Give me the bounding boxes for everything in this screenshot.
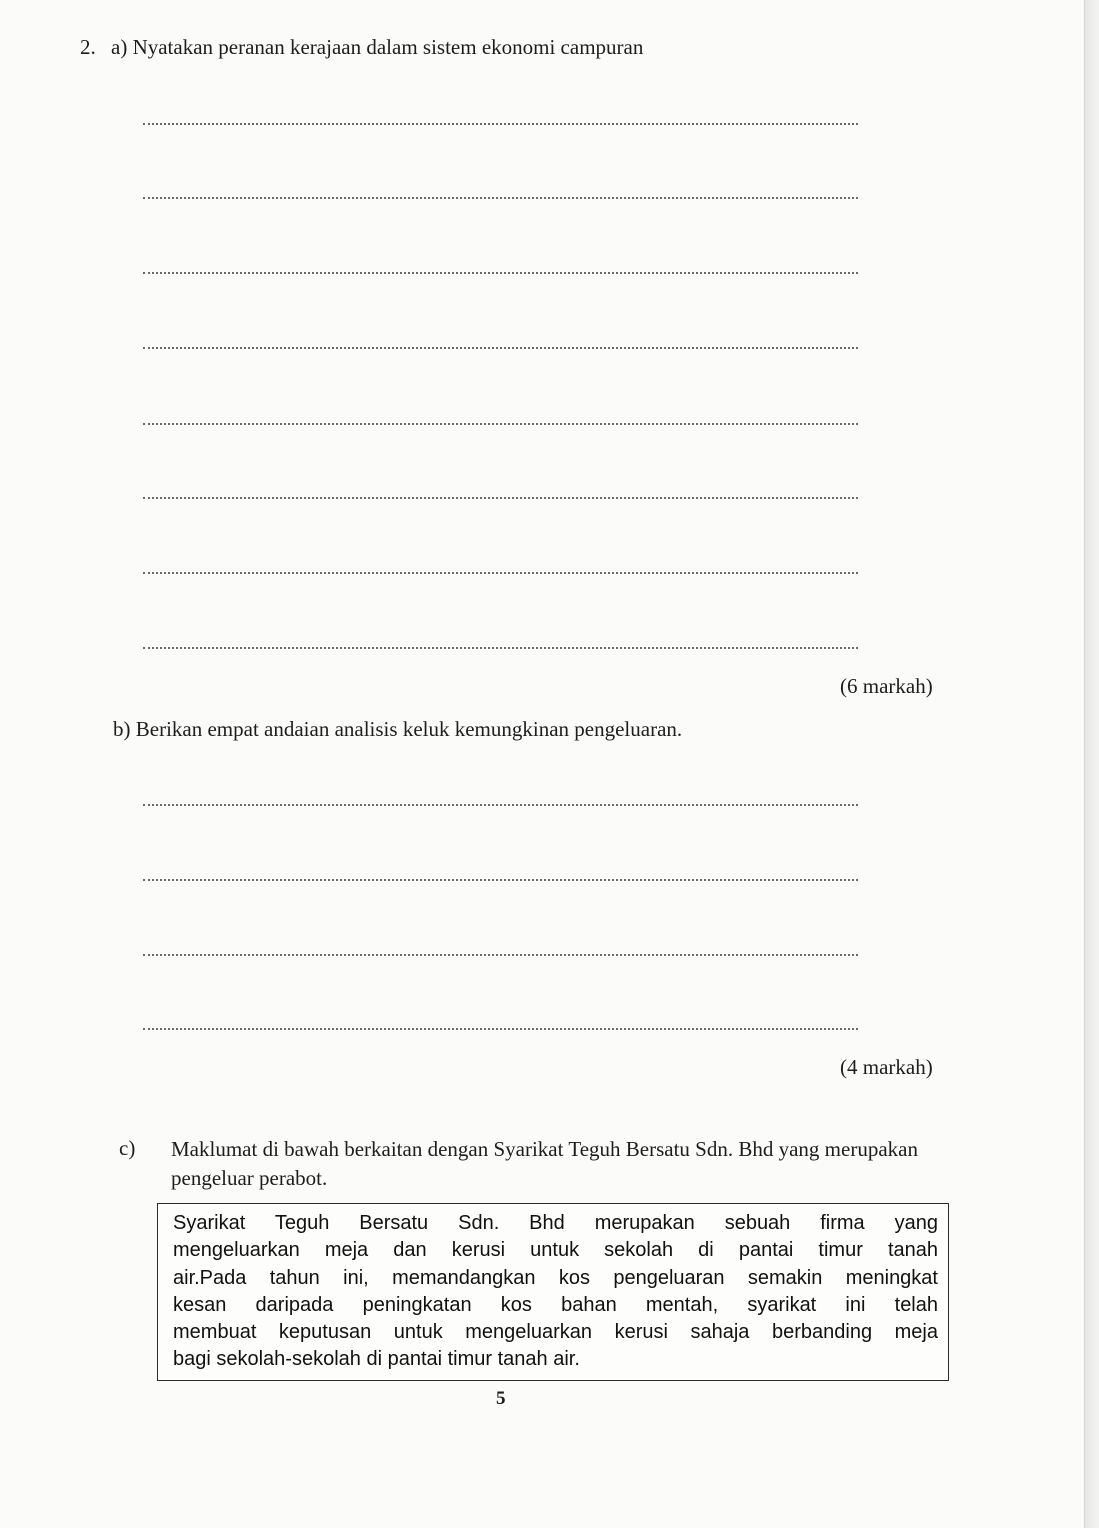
case-info-line: kesan daripada peningkatan kos bahan mentah, syarikat ini telah [173, 1293, 938, 1316]
question-number: 2. [80, 35, 96, 59]
case-info-line: mengeluarkan meja dan kerusi untuk sekolah di pantai timur tanah [173, 1239, 938, 1262]
answer-line[interactable] [143, 804, 858, 806]
answer-line[interactable] [143, 497, 858, 499]
answer-line[interactable] [143, 1028, 858, 1030]
question-c-label: c) [119, 1136, 136, 1160]
case-info-line: membuat keputusan untuk mengeluarkan kerusi sahaja berbanding meja [173, 1321, 938, 1344]
answer-line[interactable] [143, 123, 858, 125]
question-c-prompt [171, 1135, 1011, 1193]
answer-line[interactable] [143, 879, 858, 881]
answer-line[interactable] [143, 572, 858, 574]
question-c-prompt-line1: Maklumat di bawah berkaitan dengan Syarikat Teguh Bersatu Sdn. Bhd yang merupakan [171, 1137, 918, 1161]
answer-line[interactable] [143, 647, 858, 649]
case-info-line: Syarikat Teguh Bersatu Sdn. Bhd merupakan sebuah firma yang [173, 1212, 938, 1234]
answer-line[interactable] [143, 347, 858, 349]
page-edge [1084, 0, 1099, 1528]
answer-line[interactable] [143, 197, 858, 199]
answer-line[interactable] [143, 954, 858, 956]
answer-line[interactable] [143, 423, 858, 425]
page-number: 5 [496, 1388, 506, 1409]
case-info-line: bagi sekolah-sekolah di pantai timur tanah air. [173, 1348, 580, 1371]
question-a-prompt: a) Nyatakan peranan kerajaan dalam sistem ekonomi campuran [111, 35, 644, 59]
marks-b: (4 markah) [840, 1055, 933, 1079]
answer-line[interactable] [143, 272, 858, 274]
question-b-prompt: b) Berikan empat andaian analisis keluk kemungkinan pengeluaran. [113, 717, 683, 741]
marks-a: (6 markah) [840, 674, 933, 698]
case-info-box [157, 1203, 949, 1381]
case-info-line: air.Pada tahun ini, memandangkan kos pengeluaran semakin meningkat [173, 1266, 938, 1289]
question-c-prompt-line2: pengeluar perabot. [171, 1166, 328, 1190]
